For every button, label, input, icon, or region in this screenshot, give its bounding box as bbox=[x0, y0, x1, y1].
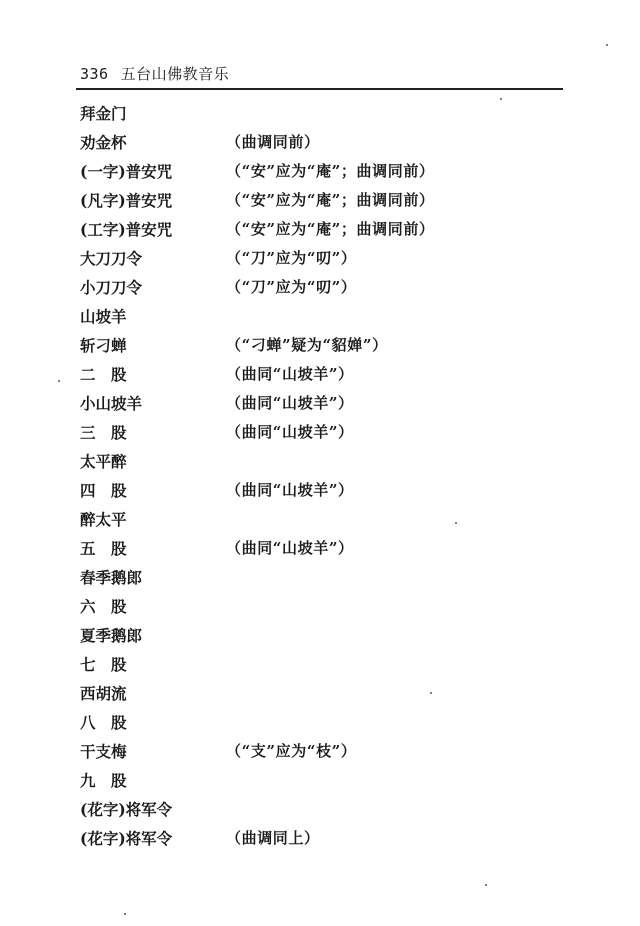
list-item bbox=[0, 595, 640, 624]
tune-note: （“刁蝉”疑为“貂婵”） bbox=[226, 336, 388, 354]
tune-name: (凡字)普安咒 bbox=[80, 191, 173, 210]
list-item bbox=[0, 624, 640, 653]
scan-speck bbox=[606, 44, 608, 46]
tune-name: 西胡流 bbox=[80, 684, 127, 703]
list-item bbox=[0, 218, 640, 247]
tune-note: （曲同“山坡羊”） bbox=[226, 539, 354, 557]
list-item bbox=[0, 450, 640, 479]
tune-note: （“安”应为“庵”；曲调同前） bbox=[226, 220, 435, 238]
tune-name: 九 股 bbox=[80, 771, 127, 790]
tune-name: 四 股 bbox=[80, 481, 127, 500]
list-item bbox=[0, 508, 640, 537]
tune-name: 五 股 bbox=[80, 539, 127, 558]
tune-note: （曲同“山坡羊”） bbox=[226, 394, 354, 412]
list-item bbox=[0, 363, 640, 392]
tune-name: 小刀刀令 bbox=[80, 278, 143, 297]
scan-speck bbox=[485, 884, 487, 886]
tune-note: （曲调同前） bbox=[226, 133, 320, 151]
tune-note: （“刀”应为“叨”） bbox=[226, 249, 357, 267]
list-item bbox=[0, 305, 640, 334]
scan-speck bbox=[430, 692, 432, 694]
tune-name: 大刀刀令 bbox=[80, 249, 143, 268]
list-item bbox=[0, 537, 640, 566]
scan-speck bbox=[500, 98, 502, 100]
list-item bbox=[0, 740, 640, 769]
tune-name: (花字)将军令 bbox=[80, 800, 173, 819]
tune-name: 山坡羊 bbox=[80, 307, 127, 326]
tune-name: 二 股 bbox=[80, 365, 127, 384]
list-item bbox=[0, 827, 640, 856]
tune-note: （“安”应为“庵”；曲调同前） bbox=[226, 191, 435, 209]
tune-note: （“安”应为“庵”；曲调同前） bbox=[226, 162, 435, 180]
list-item bbox=[0, 711, 640, 740]
tune-name: (花字)将军令 bbox=[80, 829, 173, 848]
list-item bbox=[0, 421, 640, 450]
tune-note: （曲调同上） bbox=[226, 829, 320, 847]
list-item bbox=[0, 653, 640, 682]
tune-name: 八 股 bbox=[80, 713, 127, 732]
tune-name: 小山坡羊 bbox=[80, 394, 143, 413]
list-item bbox=[0, 479, 640, 508]
tune-name: 三 股 bbox=[80, 423, 127, 442]
list-item bbox=[0, 189, 640, 218]
tune-note: （“刀”应为“叨”） bbox=[226, 278, 357, 296]
tune-name: 六 股 bbox=[80, 597, 127, 616]
tune-note: （曲同“山坡羊”） bbox=[226, 481, 354, 499]
list-item bbox=[0, 247, 640, 276]
list-item bbox=[0, 160, 640, 189]
list-item bbox=[0, 392, 640, 421]
tune-name: 斩刁蝉 bbox=[80, 336, 127, 355]
list-item bbox=[0, 769, 640, 798]
scan-speck bbox=[124, 913, 126, 915]
tune-name: 干支梅 bbox=[80, 742, 127, 761]
list-item bbox=[0, 566, 640, 595]
tune-name: (工字)普安咒 bbox=[80, 220, 173, 239]
book-title: 五台山佛教音乐 bbox=[120, 65, 230, 83]
list-item bbox=[0, 131, 640, 160]
tune-name: 太平醉 bbox=[80, 452, 127, 471]
tune-note: （曲同“山坡羊”） bbox=[226, 423, 354, 441]
list-item bbox=[0, 276, 640, 305]
tune-name: 醉太平 bbox=[80, 510, 127, 529]
scan-speck bbox=[58, 380, 60, 382]
tune-name: 春季鹅郎 bbox=[80, 568, 143, 587]
tune-name: (一字)普安咒 bbox=[80, 162, 173, 181]
list-item bbox=[0, 334, 640, 363]
tune-name: 夏季鹅郎 bbox=[80, 626, 143, 645]
page-number: 336 bbox=[80, 65, 109, 83]
list-item bbox=[0, 102, 640, 131]
list-item bbox=[0, 682, 640, 711]
list-item bbox=[0, 798, 640, 827]
tune-name: 劝金杯 bbox=[80, 133, 127, 152]
tune-note: （“支”应为“枝”） bbox=[226, 742, 357, 760]
tune-note: （曲同“山坡羊”） bbox=[226, 365, 354, 383]
tune-name: 拜金门 bbox=[80, 104, 127, 123]
scan-speck bbox=[455, 522, 457, 524]
tune-name: 七 股 bbox=[80, 655, 127, 674]
